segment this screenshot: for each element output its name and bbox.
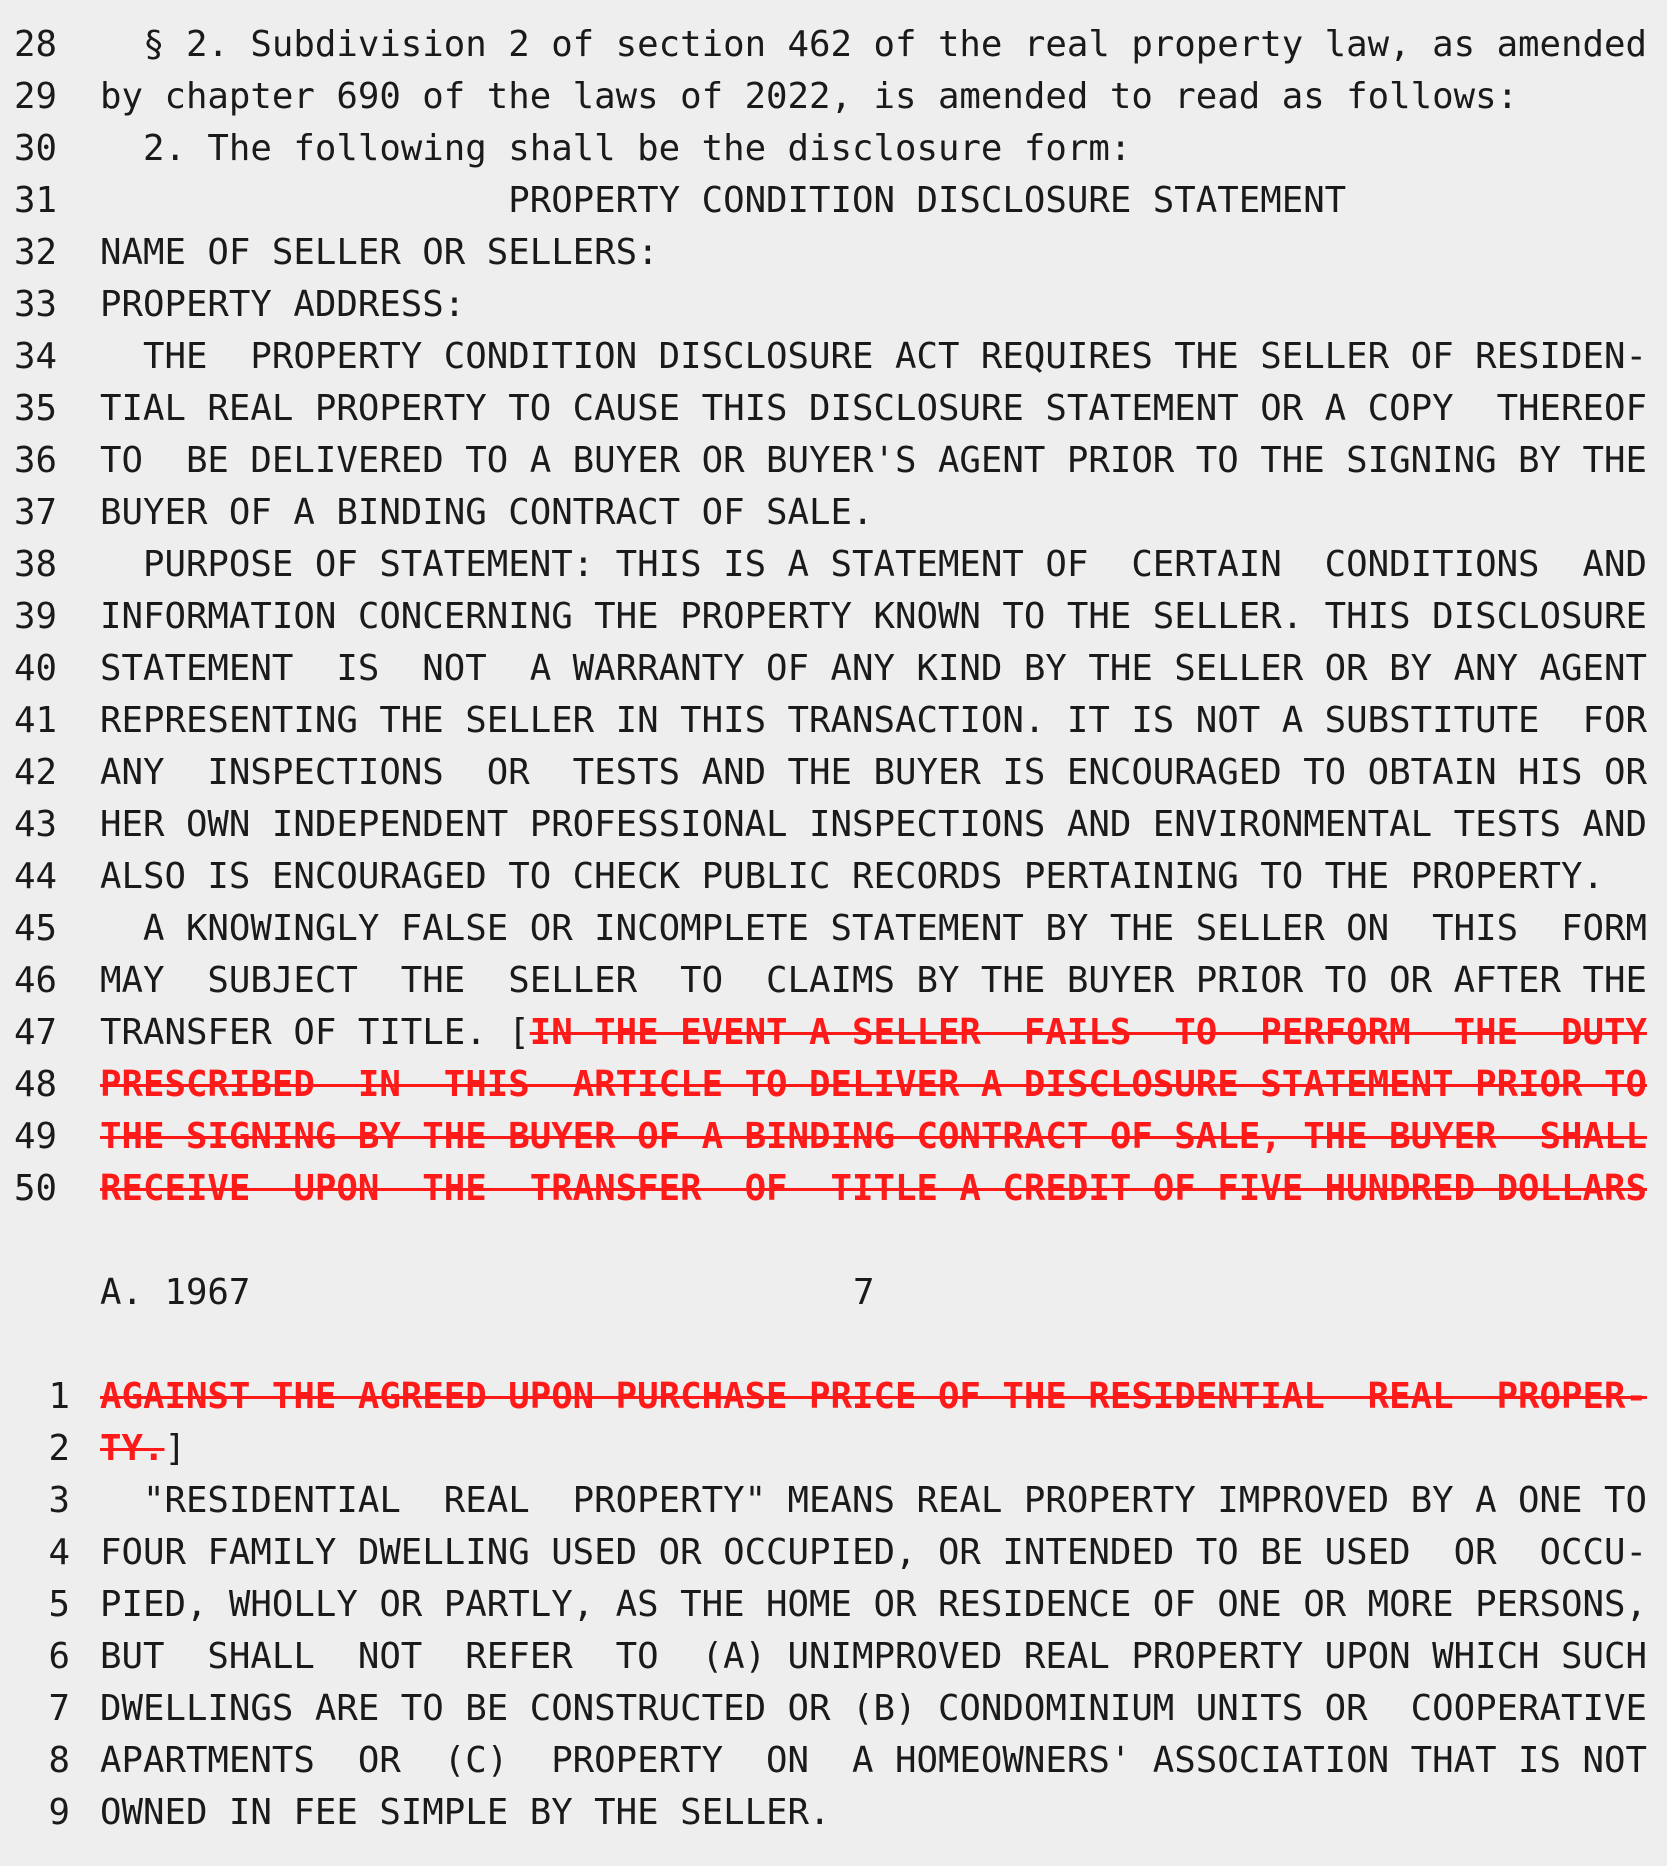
line-number: 43 bbox=[14, 804, 57, 845]
text-line bbox=[0, 1423, 1667, 1475]
page-number: 7 bbox=[853, 1272, 875, 1313]
text-line bbox=[0, 1735, 1667, 1787]
text-line bbox=[0, 175, 1667, 227]
text-line bbox=[0, 539, 1667, 591]
text-segment: BUT SHALL NOT REFER TO (A) UNIMPROVED REAL PROPERTY UPON WHICH SUCH bbox=[100, 1636, 1647, 1677]
line-text bbox=[100, 331, 1647, 383]
line-number: 1 bbox=[48, 1376, 70, 1417]
text-line bbox=[0, 1007, 1667, 1059]
line-text bbox=[100, 1475, 1647, 1527]
text-segment: PIED, WHOLLY OR PARTLY, AS THE HOME OR RESIDENCE OF ONE OR MORE PERSONS, bbox=[100, 1584, 1647, 1625]
struck-text: THE SIGNING BY THE BUYER OF A BINDING CONTRACT OF SALE, THE BUYER SHALL bbox=[100, 1116, 1647, 1157]
line-text bbox=[100, 71, 1518, 123]
text-segment: TIAL REAL PROPERTY TO CAUSE THIS DISCLOSURE STATEMENT OR A COPY THEREOF bbox=[100, 388, 1647, 429]
text-line bbox=[0, 1163, 1667, 1215]
text-segment: PURPOSE OF STATEMENT: THIS IS A STATEMENT OF CERTAIN CONDITIONS AND bbox=[100, 544, 1647, 585]
line-number: 45 bbox=[14, 908, 57, 949]
text-segment: ALSO IS ENCOURAGED TO CHECK PUBLIC RECORDS PERTAINING TO THE PROPERTY. bbox=[100, 856, 1604, 897]
line-number: 30 bbox=[14, 128, 57, 169]
line-number: 34 bbox=[14, 336, 57, 377]
text-segment: TRANSFER OF TITLE. [ bbox=[100, 1012, 530, 1053]
line-text bbox=[100, 1007, 1647, 1059]
text-segment: PROPERTY ADDRESS: bbox=[100, 284, 466, 325]
line-number: 32 bbox=[14, 232, 57, 273]
line-number: 39 bbox=[14, 596, 57, 637]
text-segment: INFORMATION CONCERNING THE PROPERTY KNOWN TO THE SELLER. THIS DISCLOSURE bbox=[100, 596, 1647, 637]
line-number: 31 bbox=[14, 180, 57, 221]
text-line bbox=[0, 1527, 1667, 1579]
line-number: 38 bbox=[14, 544, 57, 585]
line-number: 47 bbox=[14, 1012, 57, 1053]
text-segment: FOUR FAMILY DWELLING USED OR OCCUPIED, OR INTENDED TO BE USED OR OCCU- bbox=[100, 1532, 1647, 1573]
struck-text: AGAINST THE AGREED UPON PURCHASE PRICE OF THE RESIDENTIAL REAL PROPER- bbox=[100, 1376, 1647, 1417]
text-segment: DWELLINGS ARE TO BE CONSTRUCTED OR (B) CONDOMINIUM UNITS OR COOPERATIVE bbox=[100, 1688, 1647, 1729]
line-text bbox=[100, 227, 659, 279]
line-text bbox=[100, 591, 1647, 643]
line-number: 2 bbox=[48, 1428, 70, 1469]
line-text bbox=[100, 1683, 1647, 1735]
text-line bbox=[0, 227, 1667, 279]
text-segment: THE PROPERTY CONDITION DISCLOSURE ACT REQUIRES THE SELLER OF RESIDEN- bbox=[100, 336, 1647, 377]
line-number: 50 bbox=[14, 1168, 57, 1209]
text-segment: "RESIDENTIAL REAL PROPERTY" MEANS REAL PROPERTY IMPROVED BY A ONE TO bbox=[100, 1480, 1647, 1521]
line-number: 42 bbox=[14, 752, 57, 793]
struck-text: TY. bbox=[100, 1428, 165, 1469]
text-line bbox=[0, 1059, 1667, 1111]
line-number: 6 bbox=[48, 1636, 70, 1677]
text-line bbox=[0, 435, 1667, 487]
text-line bbox=[0, 123, 1667, 175]
line-number: 48 bbox=[14, 1064, 57, 1105]
line-number: 5 bbox=[48, 1584, 70, 1625]
text-line bbox=[0, 1579, 1667, 1631]
text-line bbox=[0, 279, 1667, 331]
text-line bbox=[0, 643, 1667, 695]
text-segment: TO BE DELIVERED TO A BUYER OR BUYER'S AGENT PRIOR TO THE SIGNING BY THE bbox=[100, 440, 1647, 481]
text-line bbox=[0, 851, 1667, 903]
text-line bbox=[0, 331, 1667, 383]
text-segment: STATEMENT IS NOT A WARRANTY OF ANY KIND BY THE SELLER OR BY ANY AGENT bbox=[100, 648, 1647, 689]
text-line bbox=[0, 903, 1667, 955]
line-text bbox=[100, 539, 1647, 591]
line-number: 7 bbox=[48, 1688, 70, 1729]
text-segment: ANY INSPECTIONS OR TESTS AND THE BUYER IS ENCOURAGED TO OBTAIN HIS OR bbox=[100, 752, 1647, 793]
line-text bbox=[100, 1787, 831, 1839]
line-text bbox=[100, 955, 1647, 1007]
text-line bbox=[0, 695, 1667, 747]
line-text bbox=[100, 1735, 1647, 1787]
line-number: 41 bbox=[14, 700, 57, 741]
line-number: 40 bbox=[14, 648, 57, 689]
text-segment: NAME OF SELLER OR SELLERS: bbox=[100, 232, 659, 273]
line-text bbox=[100, 747, 1647, 799]
line-number: 49 bbox=[14, 1116, 57, 1157]
text-segment: ] bbox=[164, 1428, 186, 1469]
line-text bbox=[100, 487, 874, 539]
text-line bbox=[0, 1631, 1667, 1683]
line-text bbox=[100, 903, 1647, 955]
text-segment: OWNED IN FEE SIMPLE BY THE SELLER. bbox=[100, 1792, 831, 1833]
line-text bbox=[100, 851, 1604, 903]
line-number: 44 bbox=[14, 856, 57, 897]
struck-text: RECEIVE UPON THE TRANSFER OF TITLE A CREDIT OF FIVE HUNDRED DOLLARS bbox=[100, 1168, 1647, 1209]
line-text bbox=[100, 435, 1647, 487]
line-number: 37 bbox=[14, 492, 57, 533]
text-segment: BUYER OF A BINDING CONTRACT OF SALE. bbox=[100, 492, 874, 533]
text-segment: APARTMENTS OR (C) PROPERTY ON A HOMEOWNERS' ASSOCIATION THAT IS NOT bbox=[100, 1740, 1647, 1781]
line-text bbox=[100, 643, 1647, 695]
line-number: 29 bbox=[14, 76, 57, 117]
line-text bbox=[100, 1579, 1647, 1631]
line-number: 4 bbox=[48, 1532, 70, 1573]
text-line bbox=[0, 747, 1667, 799]
bill-number: A. 1967 bbox=[100, 1272, 251, 1313]
line-number: 33 bbox=[14, 284, 57, 325]
line-text bbox=[100, 123, 1131, 175]
line-text bbox=[100, 1423, 186, 1475]
line-text bbox=[100, 1111, 1647, 1163]
text-segment: 2. The following shall be the disclosure form: bbox=[100, 128, 1132, 169]
line-number: 35 bbox=[14, 388, 57, 429]
text-line bbox=[0, 1787, 1667, 1839]
text-line bbox=[0, 1475, 1667, 1527]
text-line bbox=[0, 1111, 1667, 1163]
line-text bbox=[100, 1631, 1647, 1683]
line-text bbox=[100, 799, 1647, 851]
line-text bbox=[100, 19, 1647, 71]
line-text bbox=[100, 1163, 1647, 1215]
line-number: 36 bbox=[14, 440, 57, 481]
text-segment: HER OWN INDEPENDENT PROFESSIONAL INSPECTIONS AND ENVIRONMENTAL TESTS AND bbox=[100, 804, 1647, 845]
text-segment: PROPERTY CONDITION DISCLOSURE STATEMENT bbox=[100, 180, 1347, 221]
text-line bbox=[0, 591, 1667, 643]
text-line bbox=[0, 799, 1667, 851]
line-text bbox=[100, 1371, 1647, 1423]
text-segment: § 2. Subdivision 2 of section 462 of the real property law, as amended bbox=[100, 24, 1647, 65]
line-number: 9 bbox=[48, 1792, 70, 1833]
struck-text: PRESCRIBED IN THIS ARTICLE TO DELIVER A DISCLOSURE STATEMENT PRIOR TO bbox=[100, 1064, 1647, 1105]
text-segment: A KNOWINGLY FALSE OR INCOMPLETE STATEMENT BY THE SELLER ON THIS FORM bbox=[100, 908, 1647, 949]
line-text bbox=[100, 1527, 1647, 1579]
text-line bbox=[0, 1683, 1667, 1735]
line-number: 3 bbox=[48, 1480, 70, 1521]
line-text bbox=[100, 279, 465, 331]
text-segment: by chapter 690 of the laws of 2022, is amended to read as follows: bbox=[100, 76, 1519, 117]
text-line bbox=[0, 955, 1667, 1007]
line-text bbox=[100, 1059, 1647, 1111]
text-line bbox=[0, 487, 1667, 539]
text-line bbox=[0, 383, 1667, 435]
line-text bbox=[100, 695, 1647, 747]
line-text bbox=[100, 175, 1346, 227]
text-line bbox=[0, 19, 1667, 71]
text-segment: MAY SUBJECT THE SELLER TO CLAIMS BY THE BUYER PRIOR TO OR AFTER THE bbox=[100, 960, 1647, 1001]
line-number: 28 bbox=[14, 24, 57, 65]
line-text bbox=[100, 383, 1647, 435]
text-line bbox=[0, 1371, 1667, 1423]
struck-text: IN THE EVENT A SELLER FAILS TO PERFORM THE DUTY bbox=[529, 1012, 1647, 1053]
text-segment: REPRESENTING THE SELLER IN THIS TRANSACTION. IT IS NOT A SUBSTITUTE FOR bbox=[100, 700, 1647, 741]
text-line bbox=[0, 71, 1667, 123]
line-number: 8 bbox=[48, 1740, 70, 1781]
line-number: 46 bbox=[14, 960, 57, 1001]
